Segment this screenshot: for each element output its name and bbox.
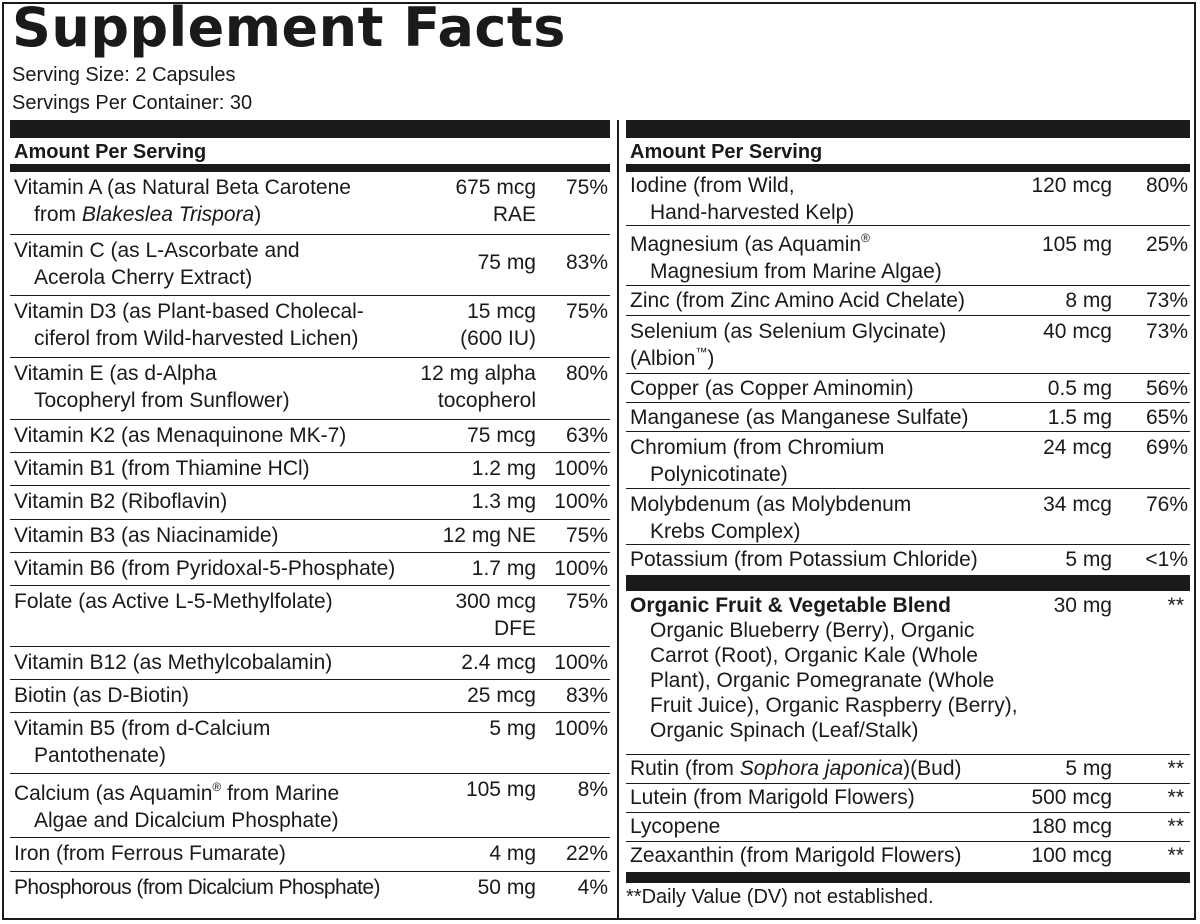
- nutrient-row: [626, 374, 1190, 403]
- nutrient-dv: 69%: [1145, 436, 1188, 459]
- nutrient-name: Phosphorous (from Dicalcium Phosphate): [14, 876, 380, 899]
- nutrient-name: Iodine (from Wild, Hand-harvested Kelp): [630, 174, 855, 224]
- nutrient-dv: 75%: [565, 524, 608, 547]
- nutrient-amount: 12 mg alpha tocopherol: [420, 362, 536, 412]
- nutrient-row: [626, 286, 1190, 316]
- nutrient-name: Biotin (as D-Biotin): [14, 684, 190, 707]
- nutrient-name: Magnesium (as Aquamin® Magnesium from Marine Algae): [630, 231, 942, 283]
- nutrient-dv: **: [1167, 815, 1184, 838]
- nutrient-dv: 83%: [565, 684, 608, 707]
- nutrient-row: [10, 358, 610, 420]
- nutrient-name: Vitamin E (as d-Alpha Tocopheryl from Sunflower): [14, 362, 290, 412]
- nutrient-name: Copper (as Copper Aminomin): [630, 377, 914, 400]
- nutrient-dv: 75%: [565, 300, 608, 323]
- nutrient-row: [626, 545, 1190, 575]
- nutrient-amount: 12 mg NE: [442, 524, 536, 547]
- blend-dv: **: [1167, 594, 1184, 617]
- nutrient-amount: 24 mcg: [1043, 436, 1112, 459]
- nutrient-row: [10, 553, 610, 586]
- nutrient-name: Lycopene: [630, 815, 721, 838]
- nutrient-amount: 25 mcg: [467, 684, 536, 707]
- amount-per-serving-heading: Amount Per Serving: [14, 141, 207, 163]
- amount-per-serving-heading: Amount Per Serving: [630, 141, 823, 163]
- nutrient-dv: 83%: [565, 251, 608, 274]
- servings-per-container: Servings Per Container: 30: [12, 92, 253, 114]
- nutrient-name: Selenium (as Selenium Glycinate) (Albion™): [630, 320, 947, 370]
- nutrient-dv: 100%: [554, 457, 608, 480]
- nutrient-name: Manganese (as Manganese Sulfate): [630, 406, 969, 429]
- nutrient-amount: 15 mcg (600 IU): [460, 300, 536, 350]
- nutrient-row: [10, 872, 610, 906]
- nutrient-amount: 100 mcg: [1031, 844, 1112, 867]
- nutrient-row: [626, 489, 1190, 545]
- nutrient-name: Vitamin B5 (from d-Calcium Pantothenate): [14, 717, 271, 767]
- nutrient-row: [626, 226, 1190, 286]
- nutrient-row: [626, 172, 1190, 226]
- nutrient-amount: 8 mg: [1065, 289, 1112, 312]
- nutrient-row: [626, 403, 1190, 432]
- nutrient-dv: 80%: [565, 362, 608, 385]
- nutrient-amount: 40 mcg: [1043, 320, 1112, 343]
- nutrient-name: Potassium (from Potassium Chloride): [630, 548, 978, 571]
- nutrient-name: Vitamin K2 (as Menaquinone MK-7): [14, 424, 347, 447]
- blend-row: [626, 591, 1190, 755]
- nutrient-amount: 5 mg: [1065, 757, 1112, 780]
- blend-ingredients: Organic Blueberry (Berry), Organic Carrot (Root), Organic Kale (Whole Plant), Organic Pomegranate (Whole Fruit Juice), Organic Raspberry (Berry), Organic Spinach (Leaf/Stalk): [650, 619, 1018, 742]
- nutrient-row: [626, 813, 1190, 842]
- nutrient-row: [626, 784, 1190, 813]
- nutrient-name: Chromium (from Chromium Polynicotinate): [630, 436, 885, 486]
- nutrient-name: Rutin (from Sophora japonica)(Bud): [630, 757, 962, 780]
- nutrient-row: [626, 755, 1190, 784]
- nutrient-dv: 75%: [565, 176, 608, 199]
- nutrient-amount: 300 mcg DFE: [455, 590, 536, 640]
- nutrient-dv: 75%: [565, 590, 608, 613]
- nutrient-amount: 180 mcg: [1031, 815, 1112, 838]
- thick-bar: [10, 120, 610, 138]
- nutrient-dv: 76%: [1145, 493, 1188, 516]
- nutrient-row: [10, 172, 610, 235]
- nutrient-dv: **: [1167, 757, 1184, 780]
- thick-bar: [626, 575, 1190, 591]
- nutrient-dv: 8%: [577, 778, 608, 801]
- nutrient-name: Zeaxanthin (from Marigold Flowers): [630, 844, 962, 867]
- nutrient-name: Zinc (from Zinc Amino Acid Chelate): [630, 289, 965, 312]
- nutrient-row: [10, 838, 610, 872]
- nutrient-amount: 34 mcg: [1043, 493, 1112, 516]
- nutrient-amount: 4 mg: [489, 842, 536, 865]
- nutrient-name: Folate (as Active L-5-Methylfolate): [14, 590, 333, 613]
- nutrient-row: [10, 296, 610, 358]
- nutrient-amount: 105 mg: [1041, 233, 1112, 256]
- nutrient-amount: 5 mg: [1065, 548, 1112, 571]
- nutrient-dv: 80%: [1145, 174, 1188, 197]
- nutrient-name: Lutein (from Marigold Flowers): [630, 786, 915, 809]
- nutrient-name: Vitamin B1 (from Thiamine HCl): [14, 457, 310, 480]
- nutrient-amount: 75 mg: [477, 251, 536, 274]
- nutrient-row: [10, 713, 610, 774]
- nutrient-dv: 65%: [1145, 406, 1188, 429]
- blend-amount: 30 mg: [1053, 594, 1112, 617]
- nutrient-amount: 120 mcg: [1031, 174, 1112, 197]
- nutrient-dv: 100%: [554, 557, 608, 580]
- nutrient-name: Vitamin B6 (from Pyridoxal-5-Phosphate): [14, 557, 396, 580]
- nutrient-amount: 105 mg: [465, 778, 536, 801]
- nutrient-dv: 4%: [577, 876, 608, 899]
- nutrient-dv: **: [1167, 844, 1184, 867]
- nutrient-row: [626, 842, 1190, 873]
- nutrient-amount: 50 mg: [477, 876, 536, 899]
- nutrient-amount: 1.3 mg: [471, 490, 536, 513]
- nutrient-name: Vitamin C (as L-Ascorbate and Acerola Cherry Extract): [14, 239, 300, 289]
- nutrient-name: Iron (from Ferrous Fumarate): [14, 842, 286, 865]
- nutrient-dv: 56%: [1145, 377, 1188, 400]
- nutrient-name: Vitamin B12 (as Methylcobalamin): [14, 651, 333, 674]
- nutrient-name: Calcium (as Aquamin® from Marine Algae and Dicalcium Phosphate): [14, 780, 340, 832]
- nutrient-name: Vitamin B3 (as Niacinamide): [14, 524, 279, 547]
- label-title: Supplement Facts: [12, 0, 566, 59]
- nutrient-row: [626, 432, 1190, 489]
- nutrient-amount: 1.5 mg: [1047, 406, 1112, 429]
- nutrient-dv: 63%: [565, 424, 608, 447]
- thick-bar: [626, 873, 1190, 883]
- nutrient-dv: 100%: [554, 717, 608, 740]
- left-column: [10, 120, 610, 906]
- nutrient-amount: 1.2 mg: [471, 457, 536, 480]
- nutrient-dv: <1%: [1145, 548, 1188, 571]
- nutrient-amount: 0.5 mg: [1047, 377, 1112, 400]
- blend-title: Organic Fruit & Vegetable Blend: [630, 594, 951, 617]
- nutrient-row: [10, 680, 610, 713]
- nutrient-row: [10, 586, 610, 647]
- medium-bar: [10, 164, 610, 172]
- nutrient-row: [10, 647, 610, 680]
- nutrient-amount: 675 mcg RAE: [455, 176, 536, 226]
- serving-size: Serving Size: 2 Capsules: [12, 64, 236, 86]
- nutrient-row: [10, 420, 610, 453]
- nutrient-name: Vitamin A (as Natural Beta Carotene from Blakeslea Trispora): [14, 176, 351, 226]
- nutrient-dv: 100%: [554, 651, 608, 674]
- nutrient-amount: 2.4 mcg: [461, 651, 536, 674]
- nutrient-dv: **: [1167, 786, 1184, 809]
- nutrient-row: [10, 520, 610, 553]
- nutrient-amount: 5 mg: [489, 717, 536, 740]
- nutrient-amount: 75 mcg: [467, 424, 536, 447]
- nutrient-row: [10, 486, 610, 520]
- nutrient-dv: 100%: [554, 490, 608, 513]
- nutrient-row: [10, 453, 610, 486]
- nutrient-dv: 73%: [1145, 320, 1188, 343]
- nutrient-row: [626, 316, 1190, 374]
- nutrient-amount: 1.7 mg: [471, 557, 536, 580]
- nutrient-dv: 22%: [565, 842, 608, 865]
- nutrient-name: Vitamin B2 (Riboflavin): [14, 490, 228, 513]
- nutrient-amount: 500 mcg: [1031, 786, 1112, 809]
- thick-bar: [626, 120, 1190, 138]
- nutrient-dv: 25%: [1145, 233, 1188, 256]
- nutrient-row: [10, 774, 610, 838]
- footnote: **Daily Value (DV) not established.: [626, 886, 934, 908]
- right-column: [626, 120, 1190, 911]
- nutrient-name: Vitamin D3 (as Plant-based Cholecal- ciferol from Wild-harvested Lichen): [14, 300, 364, 350]
- medium-bar: [626, 164, 1190, 172]
- nutrient-dv: 73%: [1145, 289, 1188, 312]
- column-divider: [617, 120, 619, 920]
- nutrient-row: [10, 235, 610, 296]
- nutrient-name: Molybdenum (as Molybdenum Krebs Complex): [630, 493, 912, 543]
